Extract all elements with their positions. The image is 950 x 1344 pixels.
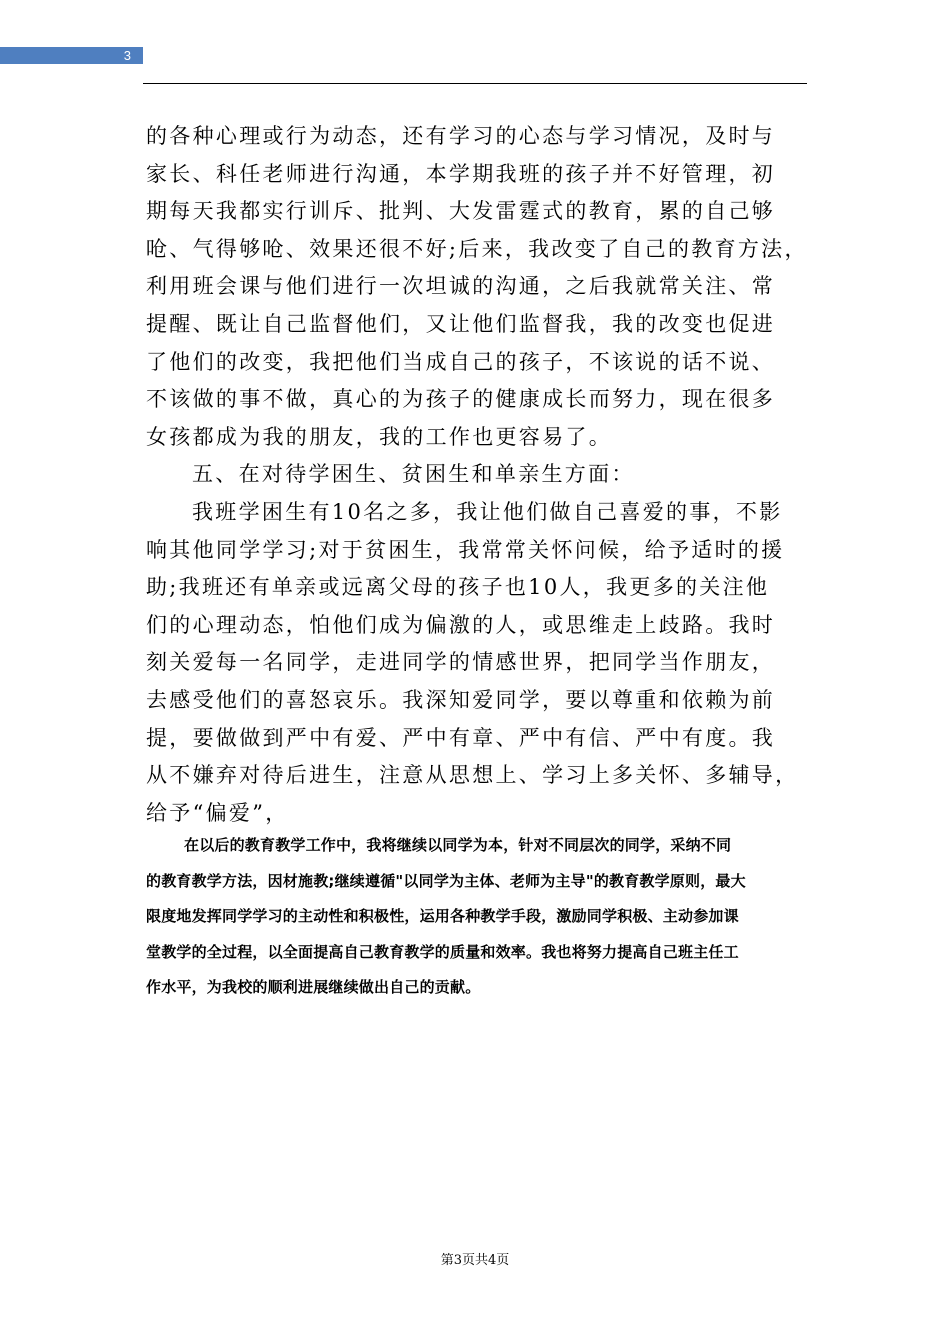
body-line: 从不嫌弃对待后进生，注意从思想上、学习上多关怀、多辅导， [146, 763, 799, 788]
closing-paragraph [146, 828, 816, 1006]
body-line: 刻关爱每一名同学，走进同学的情感世界，把同学当作朋友， [146, 650, 776, 675]
body-line: 的各种心理或行为动态，还有学习的心态与学习情况，及时与 [146, 124, 776, 148]
body-line: 利用班会课与他们进行一次坦诚的沟通，之后我就常关注、常 [146, 274, 776, 299]
closing-line: 限度地发挥同学学习的主动性和积极性，运用各种教学手段，激励同学积极、主动参加课 [146, 907, 739, 926]
section-heading: 五、在对待学困生、贫困生和单亲生方面： [192, 462, 635, 487]
closing-line: 堂教学的全过程，以全面提高自己教育教学的质量和效率。我也将努力提高自己班主任工 [146, 942, 739, 961]
header-divider [143, 83, 807, 84]
body-line: 响其他同学学习;对于贫困生，我常常关怀问候，给予适时的援 [146, 537, 785, 562]
body-line: 女孩都成为我的朋友，我的工作也更容易了。 [146, 424, 612, 449]
page-number-tab: 3 [0, 47, 143, 64]
body-line: 去感受他们的喜怒哀乐。我深知爱同学，要以尊重和依赖为前 [146, 687, 776, 712]
closing-line: 作水平，为我校的顺利进展继续做出自己的贡献。 [146, 978, 481, 997]
body-line: 们的心理动态，怕他们成为偏激的人，或思维走上歧路。我时 [146, 612, 776, 637]
body-line: 了他们的改变，我把他们当成自己的孩子，不该说的话不说、 [146, 349, 776, 374]
closing-line: 的教育教学方法，因材施教;继续遵循"以同学为主体、老师为主导"的教育教学原则，最大 [146, 871, 746, 890]
body-line: 不该做的事不做，真心的为孩子的健康成长而努力，现在很多 [146, 387, 776, 412]
footer-page-indicator: 第3页共4页 [440, 1253, 510, 1268]
body-line: 助;我班还有单亲或远离父母的孩子也10人，我更多的关注他 [146, 575, 770, 600]
body-line: 我班学困生有10名之多，我让他们做自己喜爱的事，不影 [192, 499, 783, 524]
body-line: 给予“偏爱”， [146, 800, 289, 825]
body-line: 提，要做做到严中有爱、严中有章、严中有信、严中有度。我 [146, 725, 776, 750]
body-text [146, 118, 816, 832]
body-line: 期每天我都实行训斥、批判、大发雷霆式的教育，累的自己够 [146, 199, 776, 224]
closing-line: 在以后的教育教学工作中，我将继续以同学为本，针对不同层次的同学，采纳不同 [184, 836, 732, 854]
body-line: 提醒、既让自己监督他们，又让他们监督我，我的改变也促进 [146, 311, 776, 336]
body-line: 家长、科任老师进行沟通，本学期我班的孩子并不好管理，初 [146, 161, 776, 186]
body-line: 呛、气得够呛、效果还很不好;后来，我改变了自己的教育方法， [146, 236, 808, 261]
